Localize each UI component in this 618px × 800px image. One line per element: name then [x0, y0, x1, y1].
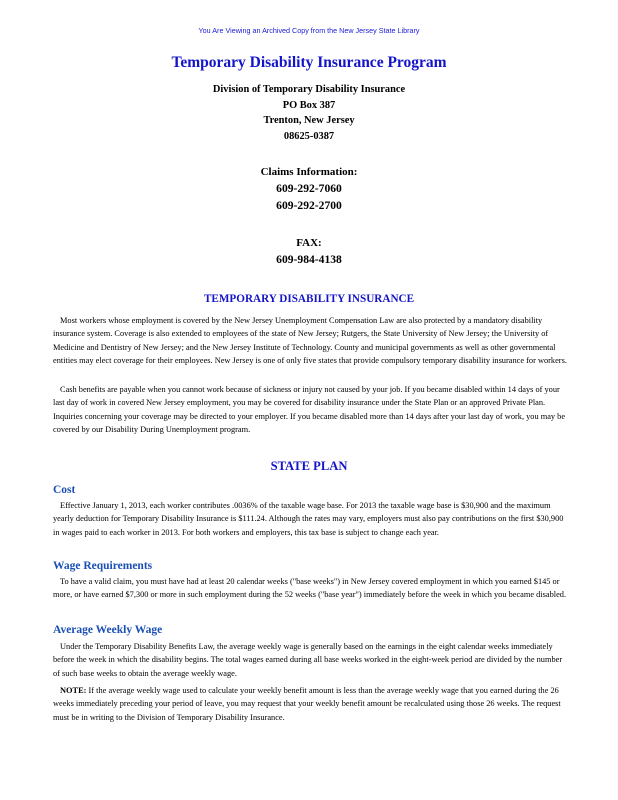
average-weekly-wage-paragraph: Under the Temporary Disability Benefits Law, the average weekly wage is generally based on the earnings in the eight calendar weeks immediately before the week in which the disability begins. The total wages earned during all base weeks worked in the eight-week period are divided by the number of such base weeks to obtain the average weekly wage.: [53, 642, 563, 678]
tdi-paragraph-coverage: Most workers whose employment is covered by the New Jersey Unemployment Compensation Law are also protected by a mandatory disability insurance system. Coverage is also extended to employees of the state of New Jersey; Rutgers, the State University of New Jersey; the University of Medicine and Dentistry of New Jersey; and the New Jersey Institute of Technology. County and municipal governments as well as other governmental entities may elect coverage for their employees. New Jersey is one of only five states that provide compulsory temporary disability insurance for workers.: [53, 316, 567, 366]
tdi-paragraph-benefits: Cash benefits are payable when you cannot work because of sickness or injury not caused by your job. If you became disabled within 14 days of your last day of work in covered New Jersey employment, you may be covered for disability insurance under the State Plan or an approved Private Plan. Inquiries concerning your coverage may be directed to your employer. If you became disabled more than 14 days after your last day of work, you may be covered by our Disability During Unemployment program.: [53, 385, 566, 435]
subheading-average-weekly-wage: Average Weekly Wage: [53, 624, 163, 636]
claims-information: [0, 164, 618, 214]
note-paragraph: [53, 684, 571, 724]
mailing-address: [0, 82, 618, 144]
section-heading-tdi: TEMPORARY DISABILITY INSURANCE: [203, 293, 415, 305]
fax-number: 609-984-4138: [276, 253, 342, 266]
fax-label: FAX:: [296, 237, 322, 249]
fax-information: [0, 235, 618, 268]
claims-phone-2: 609-292-2700: [276, 199, 342, 212]
claims-phone-1: 609-292-7060: [276, 182, 342, 195]
section-heading-state-plan: STATE PLAN: [270, 459, 348, 473]
note-label: NOTE:: [60, 686, 87, 695]
address-line-po-box: PO Box 387: [282, 99, 336, 111]
cost-paragraph: Effective January 1, 2013, each worker contributes .0036% of the taxable wage base. For 2013 the taxable wage base is $30,900 and the maximum yearly deduction for Temporary Disability Insurance is $111.24. Although the rates may vary, employers must also pay contributions on the first $30,900 in wages paid to each worker in 2013. For both workers and employers, this tax base is subject to change each year.: [53, 501, 564, 537]
wage-requirements-paragraph: To have a valid claim, you must have had at least 20 calendar weeks ("base weeks") in New Jersey covered employment in which you earned $145 or more, or have earned $7,300 or more in such employment during the 52 weeks ("base year") immediately before the week in which you became disabled.: [53, 577, 567, 600]
page-title: Temporary Disability Insurance Program: [171, 54, 447, 71]
address-line-zip: 08625-0387: [283, 130, 335, 142]
address-line-city: Trenton, New Jersey: [263, 115, 355, 127]
subheading-cost: Cost: [53, 484, 76, 496]
claims-label: Claims Information:: [260, 166, 358, 178]
subheading-wage-requirements: Wage Requirements: [53, 560, 153, 572]
address-line-division: Division of Temporary Disability Insurance: [212, 84, 406, 95]
archive-banner: You Are Viewing an Archived Copy from the New Jersey State Library: [198, 26, 420, 35]
note-text: If the average weekly wage used to calculate your weekly benefit amount is less than the average weekly wage that you earned during the 26 weeks immediately preceding your period of leave, you may request that your weekly benefit amount be recalculated using those 26 weeks. The request must be in writing to the Division of Temporary Disability Insurance.: [53, 686, 561, 722]
